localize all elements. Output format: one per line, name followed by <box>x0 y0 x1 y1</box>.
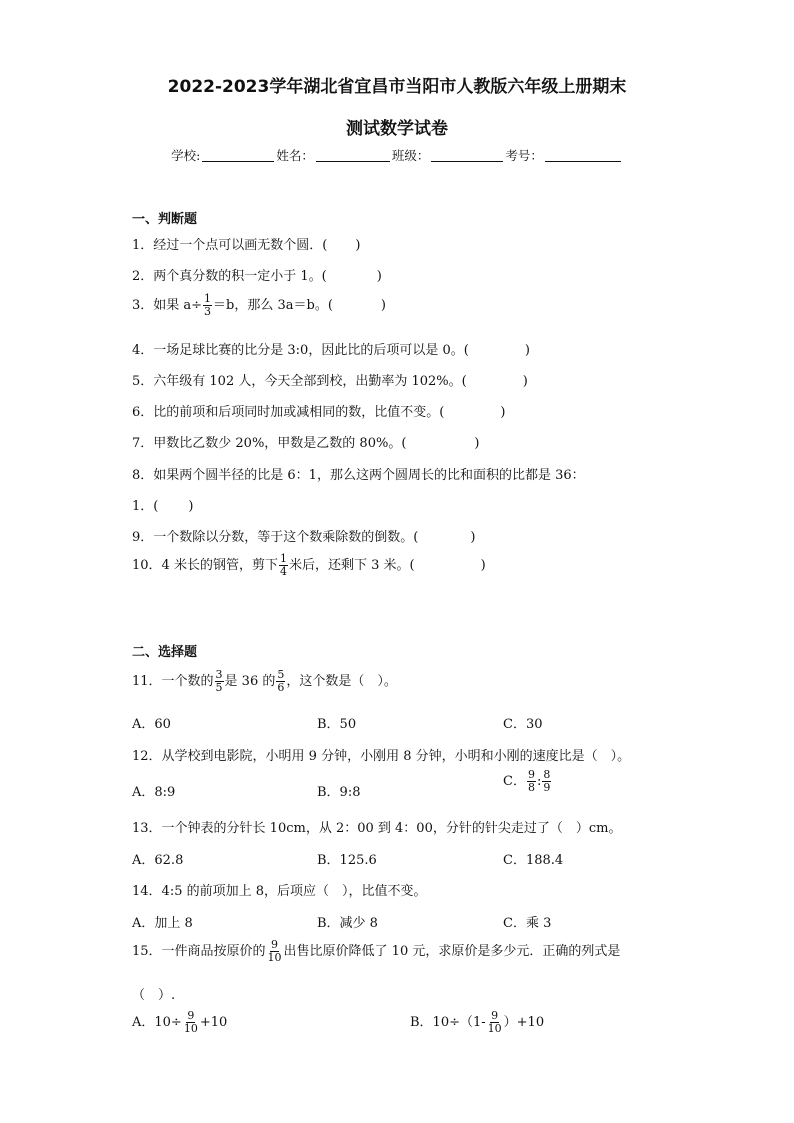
denominator: 3 <box>204 305 212 318</box>
option-c[interactable]: C．30 <box>503 717 543 732</box>
question-4 <box>132 339 530 358</box>
class-field[interactable] <box>431 161 503 162</box>
denominator: 8 <box>527 781 535 794</box>
fraction <box>527 769 536 794</box>
class-label: 班级： <box>391 148 430 163</box>
question-text: 是 36 的 <box>224 674 276 689</box>
number-label: 考号： <box>505 148 543 163</box>
answer-paren-close: ) <box>188 499 194 514</box>
question-8-line1: 8．如果两个圆半径的比是 6：1，那么这两个圆周长的比和面积的比都是 36： <box>132 468 585 483</box>
fraction <box>487 1010 503 1035</box>
answer-paren-close: ) <box>522 374 528 389</box>
question-text: 10．4 米长的钢管，剪下 <box>132 558 278 573</box>
numerator: 1 <box>279 552 287 565</box>
fraction <box>276 669 285 694</box>
question-15-line2: （ ）. <box>132 988 176 1003</box>
question-1 <box>132 234 360 253</box>
option-a[interactable]: A．60 <box>132 717 171 732</box>
option-b[interactable]: B．125.6 <box>317 853 377 868</box>
option-b[interactable]: B．50 <box>317 717 357 732</box>
option-b[interactable]: B．减少 8 <box>317 916 378 931</box>
answer-paren-close: ) <box>380 298 386 313</box>
fraction <box>267 939 283 964</box>
denominator: 10 <box>267 951 282 964</box>
question-14: 14．4:5 的前项加上 8，后项应（ ），比值不变。 <box>132 884 427 899</box>
option-a[interactable] <box>132 1010 227 1035</box>
name-label: 姓名： <box>276 148 314 163</box>
option-a[interactable]: A．62.8 <box>132 853 184 868</box>
denominator: 5 <box>215 681 223 694</box>
question-text: 7．甲数比乙数少 20%，甲数是乙数的 80%。( <box>132 436 407 451</box>
option-a[interactable]: A．8:9 <box>132 785 176 800</box>
fraction <box>279 553 288 578</box>
question-text: 2．两个真分数的积一定小于 1。( <box>132 269 327 284</box>
answer-paren-close: ) <box>480 558 486 573</box>
name-field[interactable] <box>316 161 390 162</box>
question-10 <box>132 553 486 578</box>
denominator: 9 <box>543 781 551 794</box>
question-text: 5．六年级有 102 人，今天全部到校，出勤率为 102%。( <box>132 374 467 389</box>
option-c[interactable]: C．188.4 <box>503 853 564 868</box>
question-text: 6．比的前项和后项同时加或减相同的数，比值不变。( <box>132 405 445 420</box>
question-13: 13．一个钟表的分针长 10cm，从 2：00 到 4：00，分针的针尖走过了（ ）cm。 <box>132 821 622 836</box>
fraction <box>183 1010 199 1035</box>
question-6 <box>132 401 505 420</box>
option-c[interactable] <box>503 769 552 794</box>
option-text: B．10÷（1- <box>410 1015 486 1030</box>
numerator: 5 <box>277 668 285 681</box>
option-b[interactable]: B．9:8 <box>317 785 361 800</box>
fraction <box>542 769 551 794</box>
exam-title-line1: 2022-2023学年湖北省宜昌市当阳市人教版六年级上册期末 <box>167 77 627 97</box>
answer-paren-close: ) <box>474 436 480 451</box>
denominator: 10 <box>183 1022 198 1035</box>
question-2 <box>132 265 382 284</box>
answer-paren-close: ) <box>355 238 361 253</box>
numerator: 9 <box>271 938 279 951</box>
question-5 <box>132 370 528 389</box>
answer-paren-close: ) <box>376 269 382 284</box>
option-label: C． <box>503 774 526 789</box>
question-text: 1．( <box>132 499 159 514</box>
option-c[interactable]: C．乘 3 <box>503 916 552 931</box>
question-9 <box>132 526 475 545</box>
section-title-choice: 二、选择题 <box>132 645 198 660</box>
denominator: 6 <box>277 681 285 694</box>
numerator: 3 <box>215 668 223 681</box>
school-field[interactable] <box>202 161 274 162</box>
numerator: 9 <box>491 1009 499 1022</box>
question-8-line2 <box>132 495 193 514</box>
option-text: +10 <box>199 1015 228 1030</box>
fraction <box>215 669 224 694</box>
denominator: 4 <box>279 565 287 578</box>
answer-paren-close: ) <box>524 343 530 358</box>
fraction <box>203 293 212 318</box>
numerator: 9 <box>527 768 535 781</box>
ratio-colon: : <box>536 774 542 789</box>
question-15 <box>132 939 620 964</box>
question-text: 9．一个数除以分数，等于这个数乘除数的倒数。( <box>132 530 419 545</box>
number-field[interactable] <box>545 161 621 162</box>
question-12: 12．从学校到电影院，小明用 9 分钟，小刚用 8 分钟，小明和小刚的速度比是（ ）。 <box>132 749 631 764</box>
option-text: ）+10 <box>503 1015 545 1030</box>
question-3 <box>132 293 386 318</box>
question-text: 出售比原价降低了 10 元，求原价是多少元．正确的列式是 <box>283 944 621 959</box>
question-text: 15．一件商品按原价的 <box>132 944 266 959</box>
question-text: ，这个数是（ ）。 <box>286 674 397 689</box>
numerator: 8 <box>543 768 551 781</box>
question-11 <box>132 669 397 694</box>
numerator: 1 <box>204 292 212 305</box>
school-label: 学校: <box>171 148 201 163</box>
answer-paren-close: ) <box>500 405 506 420</box>
option-a[interactable]: A．加上 8 <box>132 916 193 931</box>
question-7 <box>132 432 479 451</box>
question-text: ＝b，那么 3a＝b。( <box>213 298 333 313</box>
student-info-row <box>0 146 794 164</box>
question-text: 1．经过一个点可以画无数个圆．( <box>132 238 328 253</box>
question-text: 11．一个数的 <box>132 674 214 689</box>
numerator: 9 <box>187 1009 195 1022</box>
option-text: A．10÷ <box>132 1015 182 1030</box>
question-text: 3．如果 a÷ <box>132 298 203 313</box>
question-text: 米后，还剩下 3 米。( <box>288 558 415 573</box>
option-b[interactable] <box>410 1010 544 1035</box>
question-text: 4．一场足球比赛的比分是 3:0，因此比的后项可以是 0。( <box>132 343 469 358</box>
denominator: 10 <box>487 1022 502 1035</box>
exam-title-line2: 测试数学试卷 <box>346 119 448 139</box>
answer-paren-close: ) <box>470 530 476 545</box>
section-title-judgment: 一、判断题 <box>132 212 198 227</box>
